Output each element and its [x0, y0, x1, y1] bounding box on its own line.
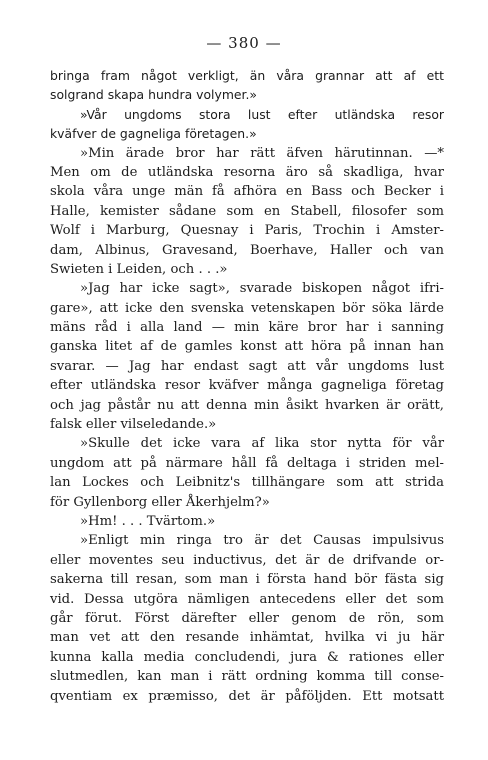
text-line: »Hm! . . . Tvärtom.» [80, 513, 216, 529]
text-line: och jag påstår nu att denna min åsikt hvarken är orätt, [50, 397, 444, 413]
text-line: »Skulle det icke vara af lika stor nytta för vår [80, 436, 444, 452]
text-line: vid. Dessa utgöra nämligen antecedens eller det som [50, 591, 444, 607]
text-line: sakerna till resan, som man i första hand bör fästa sig [50, 572, 444, 588]
text-line: »Enligt min ringa tro är det Causas impulsivus [80, 533, 444, 549]
text-line: gare», att icke den svenska vetenskapen bör söka lärde [50, 300, 444, 316]
text-line: »Jag har icke sagt», svarade biskopen något ifri- [80, 281, 444, 297]
text-line: dam, Albinus, Gravesand, Boerhave, Haller och van [50, 242, 444, 258]
text-line: kunna kalla media concludendi, jura & rationes eller [50, 649, 444, 665]
text-line: svarar. — Jag har endast sagt att vår ungdoms lust [50, 358, 444, 374]
page-number: — 380 — [206, 34, 282, 52]
text-line: »Vår ungdoms stora lust efter utländska resor [80, 106, 444, 122]
text-line: Swieten i Leiden, och . . .» [50, 261, 228, 277]
text-line: solgrand skapa hundra volymer.» [50, 87, 257, 103]
text-line: Wolf i Marburg, Quesnay i Paris, Trochin i Amster- [50, 223, 444, 239]
text-line: går förut. Först därefter eller genom de rön, som [50, 610, 444, 626]
text-line: ungdom att på närmare håll få deltaga i striden mel- [50, 455, 444, 471]
text-line: skola våra unge män få afhöra en Bass och Becker i [50, 184, 444, 200]
text-line: »Min ärade bror har rätt äfven härutinnan. —* [80, 145, 444, 161]
text-line: Halle, kemister sådane som en Stabell, filosofer som [50, 203, 444, 219]
body-text [50, 66, 444, 706]
text-line: eller moventes seu inductivus, det är de drifvande or- [50, 552, 444, 568]
text-line: efter utländska resor kväfver många gagneliga företag [50, 378, 444, 394]
text-line: för Gyllenborg eller Åkerhjelm?» [50, 494, 270, 510]
text-line: Men om de utländska resorna äro så skadliga, hvar [50, 164, 444, 180]
text-line: lan Lockes och Leibnitz's tillhängare som att strida [50, 475, 444, 491]
text-line: slutmedlen, kan man i rätt ordning komma till conse- [50, 669, 444, 685]
text-line: man vet att den resande inhämtat, hvilka vi ju här [50, 630, 444, 646]
text-line: mäns råd i alla land — min käre bror har i sanning [50, 320, 444, 336]
text-line: kväfver de gagneliga företagen.» [50, 126, 257, 142]
text-line: falsk eller vilseledande.» [50, 417, 217, 433]
text-line: qventiam ex præmisso, det är påföljden. Ett motsatt [50, 688, 444, 704]
text-line: ganska litet af de gamles konst att höra på innan han [50, 339, 444, 355]
text-line: bringa fram något verkligt, än våra grannar att af ett [50, 68, 444, 83]
